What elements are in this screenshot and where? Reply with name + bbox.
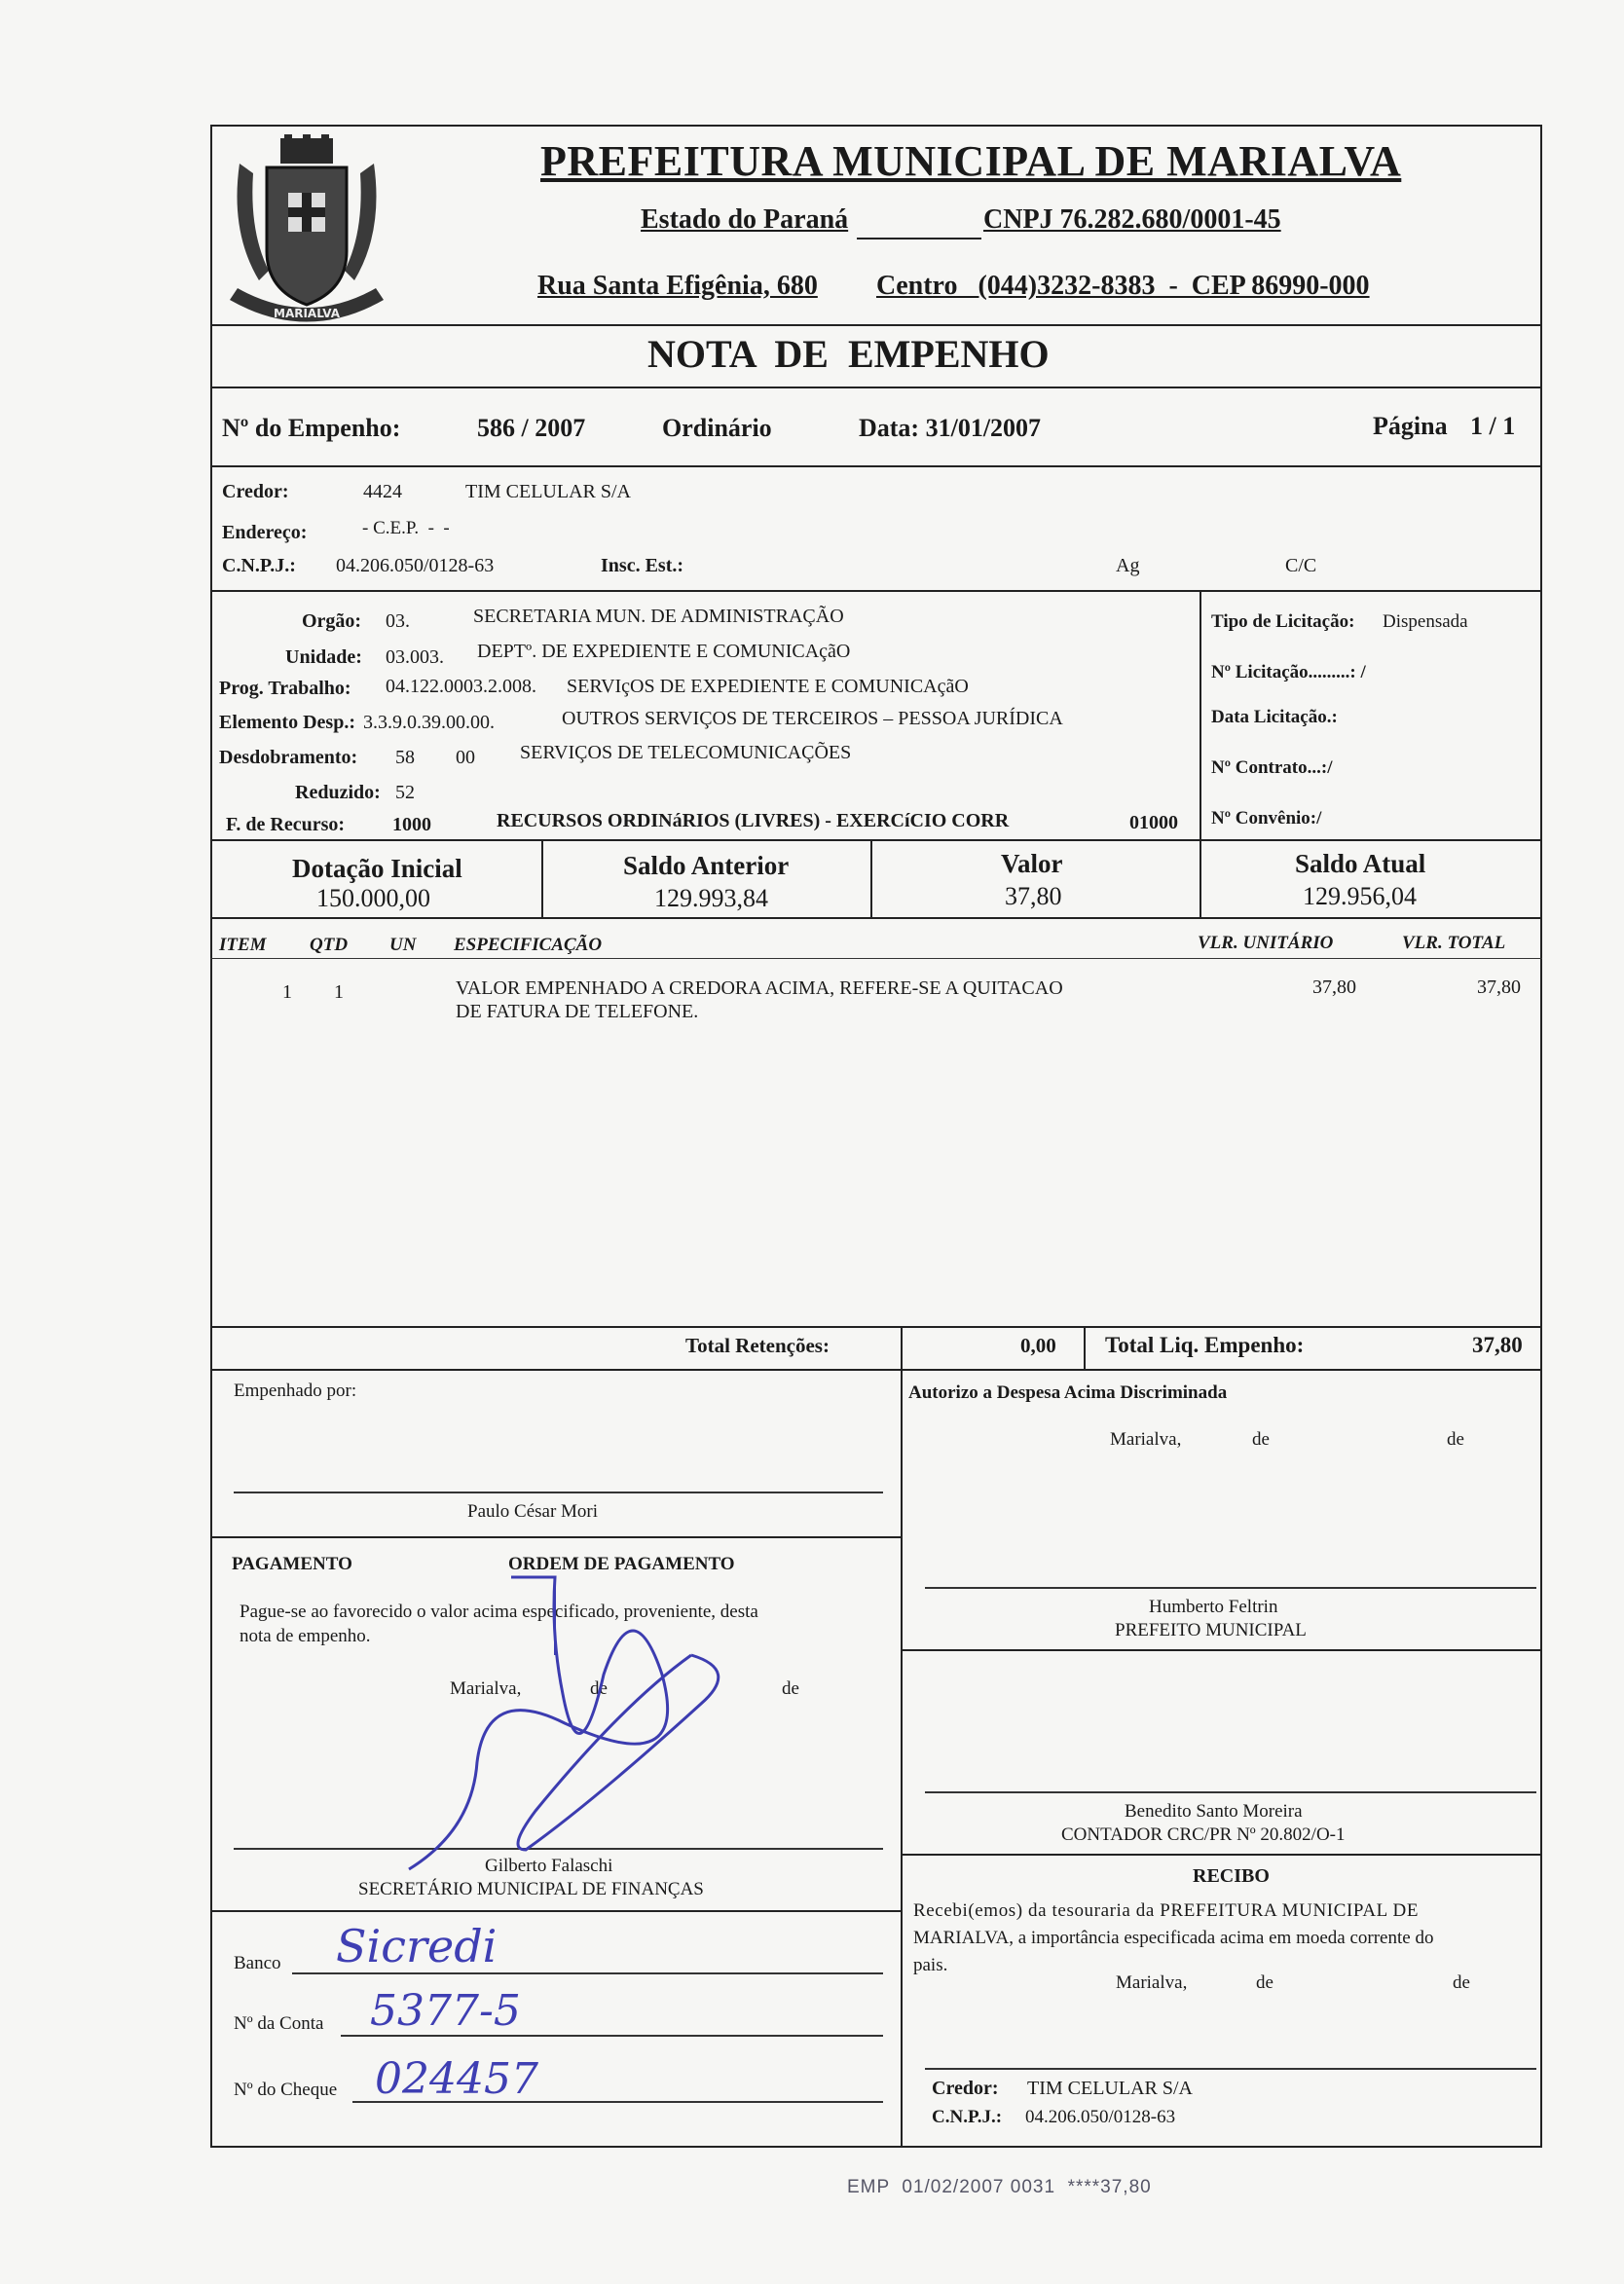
conta-label: Nº da Conta	[234, 2013, 324, 2034]
unidade-name: DEPTº. DE EXPEDIENTE E COMUNICAçãO	[477, 641, 851, 662]
orgao-label: Orgão:	[302, 610, 362, 632]
saldo-anterior-label: Saldo Anterior	[623, 851, 790, 880]
item-unit-value: 37,80	[1312, 976, 1356, 998]
autorizo-de2: de	[1447, 1429, 1464, 1450]
pagamento-de2: de	[782, 1678, 799, 1699]
contador-title: CONTADOR CRC/PR Nº 20.802/O-1	[1061, 1824, 1346, 1845]
unidade-label: Unidade:	[285, 646, 362, 668]
credor-name: TIM CELULAR S/A	[465, 481, 631, 502]
cheque-label: Nº do Cheque	[234, 2080, 338, 2100]
recurso-code2: 01000	[1129, 812, 1178, 833]
cc-label: C/C	[1285, 555, 1317, 576]
item-total-value: 37,80	[1477, 976, 1521, 998]
recurso-name: RECURSOS ORDINáRIOS (LIVRES) - EXERCíCIO CORR	[497, 810, 1010, 831]
qtd-header: QTD	[310, 935, 349, 955]
recibo-de1: de	[1256, 1972, 1273, 1993]
signature-scribble	[370, 1558, 818, 1879]
reduzido-label: Reduzido:	[295, 782, 381, 803]
item-header: ITEM	[219, 935, 267, 955]
total-liq-label: Total Liq. Empenho:	[1105, 1333, 1305, 1357]
item-number: 1	[282, 981, 292, 1003]
prefeito-title: PREFEITO MUNICIPAL	[1115, 1620, 1307, 1640]
especificacao-header: ESPECIFICAÇÃO	[454, 935, 603, 955]
recibo-place: Marialva,	[1116, 1972, 1188, 1993]
orgao-name: SECRETARIA MUN. DE ADMINISTRAÇÃO	[473, 606, 844, 627]
recibo-credor-label: Credor:	[932, 2078, 999, 2099]
prefeito-name: Humberto Feltrin	[1149, 1597, 1278, 1617]
recibo-text2: MARIALVA, a importância especificada acima em moeda corrente do	[913, 1928, 1434, 1948]
empenhado-name: Paulo César Mori	[467, 1501, 599, 1522]
address-label: Rua Santa Efigênia, 680	[537, 271, 818, 301]
num-licitacao-label: Nº Licitação.........: /	[1211, 662, 1366, 682]
un-header: UN	[389, 935, 417, 955]
ag-label: Ag	[1116, 555, 1140, 576]
page-label: Página	[1373, 412, 1448, 440]
autorizo-title: Autorizo a Despesa Acima Discriminada	[908, 1382, 1228, 1403]
cnpj-label: CNPJ 76.282.680/0001-45	[983, 204, 1281, 235]
contador-name: Benedito Santo Moreira	[1125, 1801, 1303, 1822]
secretario-name: Gilberto Falaschi	[485, 1856, 613, 1876]
conta-value: 5377-5	[370, 1986, 521, 2036]
elemento-label: Elemento Desp.:	[219, 712, 355, 733]
elemento-name: OUTROS SERVIÇOS DE TERCEIROS – PESSOA JURÍDICA	[562, 708, 1063, 729]
empenho-label: Nº do Empenho:	[222, 414, 401, 442]
pagamento-text2: nota de empenho.	[240, 1626, 371, 1646]
desdobramento-code1: 58	[395, 747, 415, 768]
recurso-code: 1000	[392, 814, 431, 835]
autorizo-place: Marialva,	[1110, 1429, 1182, 1450]
total-retencoes-value: 0,00	[1020, 1334, 1056, 1357]
item-qtd: 1	[334, 981, 344, 1003]
orgao-code: 03.	[386, 610, 410, 632]
tipo-licitacao-label: Tipo de Licitação:	[1211, 611, 1355, 632]
page-value: 1 / 1	[1470, 412, 1516, 440]
empenho-type: Ordinário	[662, 414, 772, 442]
recurso-label: F. de Recurso:	[226, 814, 346, 835]
prefeitura-title: PREFEITURA MUNICIPAL DE MARIALVA	[540, 137, 1402, 185]
recibo-text3: pais.	[913, 1955, 948, 1975]
desdobramento-code2: 00	[456, 747, 475, 768]
vlr-total-header: VLR. TOTAL	[1402, 933, 1506, 953]
total-retencoes-label: Total Retenções:	[685, 1334, 830, 1357]
empenho-date: Data: 31/01/2007	[859, 414, 1042, 442]
recibo-cnpj-label: C.N.P.J.:	[932, 2107, 1003, 2127]
processing-stamp: EMP 01/02/2007 0031 ****37,80	[847, 2177, 1152, 2197]
endereco-value: - C.E.P. - -	[362, 518, 450, 538]
saldo-anterior-value: 129.993,84	[654, 884, 768, 912]
item-desc-line2: DE FATURA DE TELEFONE.	[456, 1001, 699, 1022]
prog-code: 04.122.0003.2.008.	[386, 676, 536, 697]
recibo-de2: de	[1453, 1972, 1470, 1993]
cnpj-credor-label: C.N.P.J.:	[222, 555, 296, 576]
reduzido-value: 52	[395, 782, 415, 803]
doc-title: NOTA DE EMPENHO	[647, 332, 1050, 376]
cnpj-credor-value: 04.206.050/0128-63	[336, 555, 495, 576]
elemento-code: 3.3.9.0.39.00.00.	[363, 712, 495, 733]
empenhado-label: Empenhado por:	[234, 1381, 357, 1401]
autorizo-de1: de	[1252, 1429, 1270, 1450]
ordem-pagamento-title: ORDEM DE PAGAMENTO	[508, 1554, 735, 1574]
pagamento-text1: Pague-se ao favorecido o valor acima especificado, proveniente, desta	[240, 1602, 758, 1622]
item-desc-line1: VALOR EMPENHADO A CREDORA ACIMA, REFERE-SE A QUITACAO	[456, 977, 1063, 999]
data-licitacao-label: Data Licitação.:	[1211, 707, 1338, 727]
endereco-label: Endereço:	[222, 522, 308, 543]
cheque-value: 024457	[375, 2054, 538, 2104]
credor-code: 4424	[363, 481, 402, 502]
pagamento-title: PAGAMENTO	[232, 1554, 352, 1574]
svg-text:MARIALVA: MARIALVA	[274, 307, 340, 320]
address-rest-label: Centro (044)3232-8383 - CEP 86990-000	[876, 271, 1370, 301]
saldo-atual-value: 129.956,04	[1303, 882, 1417, 910]
credor-label: Credor:	[222, 481, 289, 502]
desdobramento-name: SERVIÇOS DE TELECOMUNICAÇÕES	[520, 742, 852, 763]
state-label: Estado do Paraná	[641, 204, 849, 235]
desdobramento-label: Desdobramento:	[219, 747, 358, 768]
empenho-number: 586 / 2007	[477, 414, 586, 442]
recibo-title: RECIBO	[1193, 1865, 1270, 1887]
recibo-cnpj-value: 04.206.050/0128-63	[1025, 2107, 1176, 2127]
valor-value: 37,80	[1005, 882, 1062, 910]
secretario-title: SECRETÁRIO MUNICIPAL DE FINANÇAS	[358, 1879, 704, 1899]
pagamento-de1: de	[590, 1678, 608, 1699]
contrato-label: Nº Contrato...:/	[1211, 757, 1333, 778]
unidade-code: 03.003.	[386, 646, 444, 668]
prog-name: SERVIçOS DE EXPEDIENTE E COMUNICAçãO	[567, 676, 969, 697]
total-liq-value: 37,80	[1472, 1333, 1523, 1357]
dotacao-label: Dotação Inicial	[292, 854, 462, 883]
convenio-label: Nº Convênio:/	[1211, 808, 1322, 829]
valor-label: Valor	[1001, 849, 1063, 878]
prog-label: Prog. Trabalho:	[219, 678, 351, 699]
recibo-text1: Recebi(emos) da tesouraria da PREFEITURA MUNICIPAL DE	[913, 1900, 1420, 1921]
saldo-atual-label: Saldo Atual	[1295, 849, 1426, 878]
dotacao-value: 150.000,00	[316, 884, 430, 912]
banco-label: Banco	[234, 1953, 281, 1973]
recibo-credor-value: TIM CELULAR S/A	[1027, 2078, 1193, 2099]
municipal-seal	[220, 134, 393, 339]
vlr-unitario-header: VLR. UNITÁRIO	[1198, 933, 1334, 953]
banco-value: Sicredi	[336, 1920, 498, 1972]
insc-est-label: Insc. Est.:	[601, 555, 684, 576]
tipo-licitacao-value: Dispensada	[1383, 611, 1468, 632]
pagamento-place: Marialva,	[450, 1678, 522, 1699]
